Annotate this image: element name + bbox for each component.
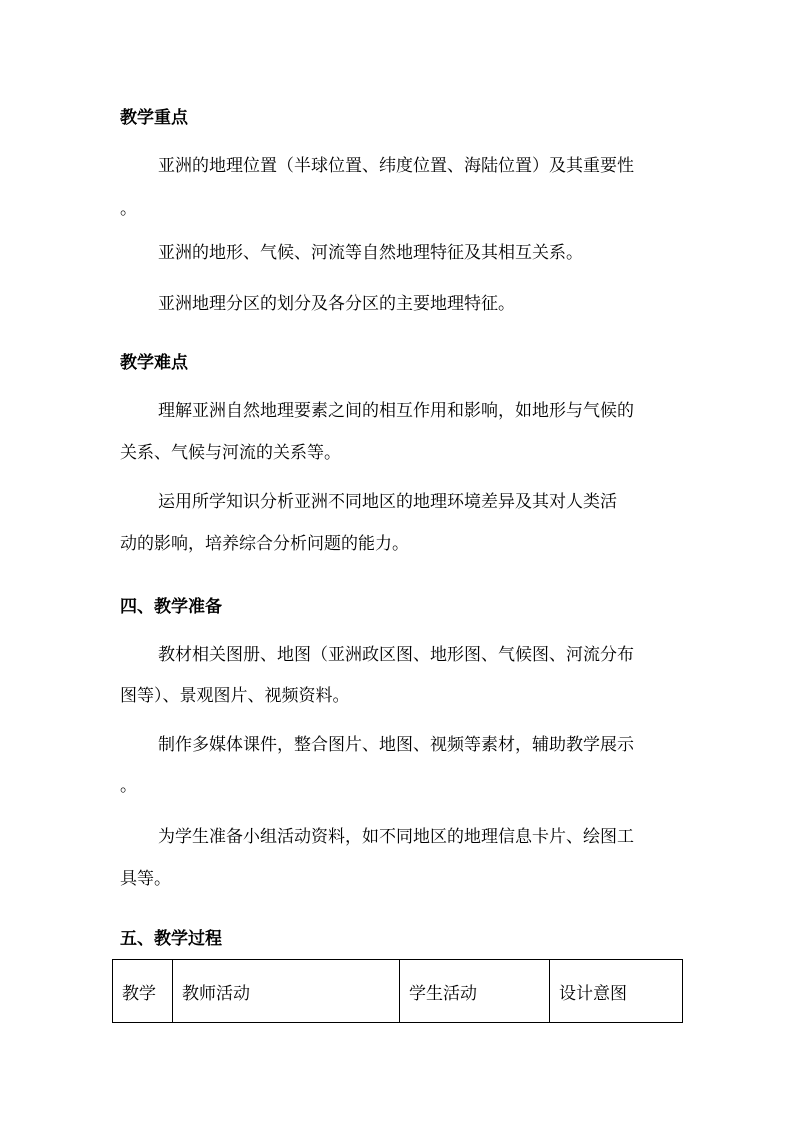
table-header-cell: 学生活动: [400, 960, 550, 1023]
preparation-1-line2: 图等）、景观图片、视频资料。: [120, 686, 350, 706]
key-point-3: 亚洲地理分区的划分及各分区的主要地理特征。: [158, 294, 515, 314]
table-header-cell: 教学: [113, 960, 173, 1023]
preparation-3-line2: 具等。: [120, 869, 171, 889]
table-header-cell: 设计意图: [550, 960, 683, 1023]
preparation-2-line1: 制作多媒体课件，整合图片、地图、视频等素材，辅助教学展示: [158, 735, 634, 755]
preparation-1-line1: 教材相关图册、地图（亚洲政区图、地形图、气候图、河流分布: [158, 645, 634, 665]
table-header-row: [113, 960, 683, 1023]
difficulty-2-line1: 运用所学知识分析亚洲不同地区的地理环境差异及其对人类活: [158, 492, 617, 512]
key-point-2: 亚洲的地形、气候、河流等自然地理特征及其相互关系。: [158, 243, 583, 263]
preparation-3-line1: 为学生准备小组活动资料，如不同地区的地理信息卡片、绘图工: [158, 827, 634, 847]
section-title-difficulties: 教学难点: [120, 353, 188, 373]
section-title-key-points: 教学重点: [120, 108, 188, 128]
key-point-1-line1: 亚洲的地理位置（半球位置、纬度位置、海陆位置）及其重要性: [158, 156, 634, 176]
difficulty-2-line2: 动的影响，培养综合分析问题的能力。: [120, 534, 409, 554]
process-table: [112, 959, 683, 1023]
difficulty-1-line1: 理解亚洲自然地理要素之间的相互作用和影响，如地形与气候的: [158, 401, 634, 421]
section-title-preparation: 四、教学准备: [120, 597, 222, 617]
table-header-cell: 教师活动: [173, 960, 400, 1023]
difficulty-1-line2: 关系、气候与河流的关系等。: [120, 443, 341, 463]
section-title-process: 五、教学过程: [120, 929, 222, 949]
key-point-1-line2: 。: [120, 199, 137, 219]
preparation-2-line2: 。: [120, 776, 137, 796]
